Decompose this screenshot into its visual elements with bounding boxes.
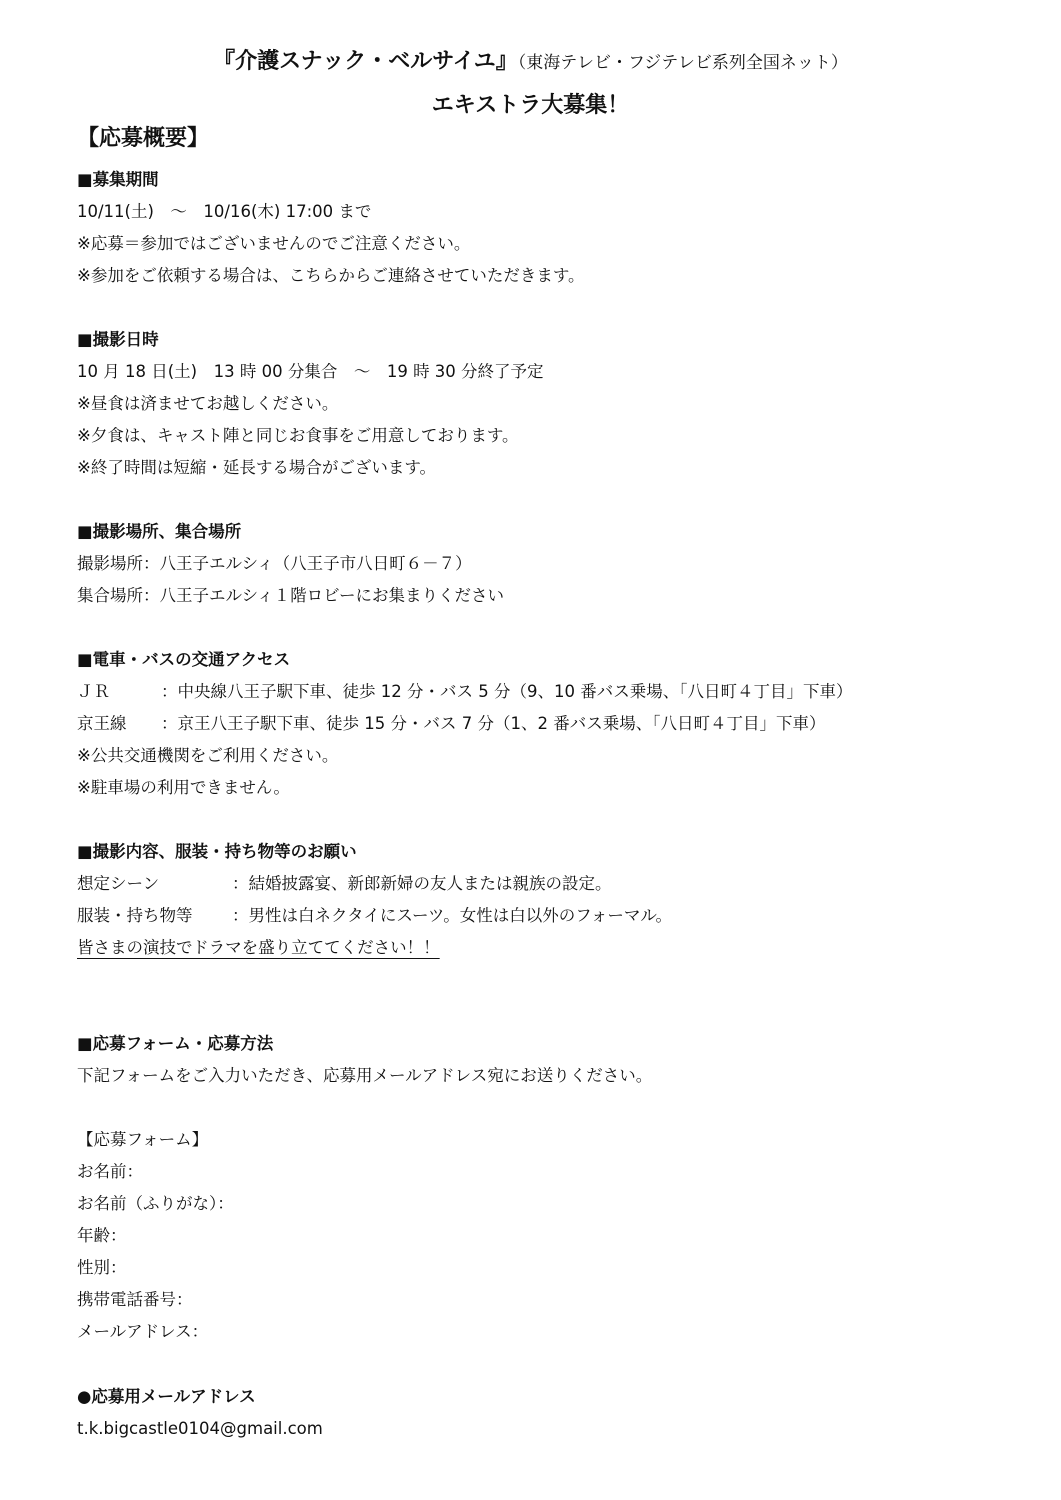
requests-heading: ■撮影内容、服装・持ち物等のお願い bbox=[77, 842, 357, 861]
apply-text: 下記フォームをご入力いただき、応募用メールアドレス宛にお送りください。 bbox=[77, 1066, 653, 1085]
access-keio bbox=[77, 713, 825, 735]
access-keio-label: 京王線 bbox=[77, 714, 127, 733]
access-jr-text: ：中央線八王子駅下車、徒歩 12 分・バス 5 分（9、10 番バス乗場、「八日町４丁目」下車） bbox=[161, 682, 853, 701]
apply-heading: ■応募フォーム・応募方法 bbox=[77, 1034, 274, 1053]
form-field: 年齢： bbox=[77, 1226, 127, 1245]
form-field: 性別： bbox=[77, 1258, 127, 1277]
requests-attire-text: ：男性は白ネクタイにスーツ。女性は白以外のフォーマル。 bbox=[232, 906, 673, 925]
requests-scene-label: 想定シーン bbox=[77, 874, 160, 893]
document-title bbox=[0, 44, 1061, 75]
requests-scene-text: ：結婚披露宴、新郎新婦の友人または親族の設定。 bbox=[232, 874, 612, 893]
recruit-period-line: ※応募＝参加ではございませんのでご注意ください。 bbox=[77, 234, 471, 253]
requests-attire-label: 服装・持ち物等 bbox=[77, 906, 193, 925]
access-note: ※駐車場の利用できません。 bbox=[77, 778, 290, 797]
recruit-period-heading: ■募集期間 bbox=[77, 170, 159, 189]
location-line: 撮影場所：八王子エルシィ（八王子市八日町６－７） bbox=[77, 554, 472, 573]
form-field: メールアドレス： bbox=[77, 1322, 209, 1341]
access-heading: ■電車・バスの交通アクセス bbox=[77, 650, 291, 669]
shoot-datetime-line: ※終了時間は短縮・延長する場合がございます。 bbox=[77, 458, 437, 477]
title-main: 『介護スナック・ベルサイユ』 bbox=[213, 49, 518, 74]
overview-title: 【応募概要】 bbox=[77, 126, 210, 151]
form-field: お名前： bbox=[77, 1162, 143, 1181]
shoot-datetime-line: ※昼食は済ませてお越しください。 bbox=[77, 394, 339, 413]
access-keio-text: ：京王八王子駅下車、徒歩 15 分・バス 7 分（1、2 番バス乗場、「八日町４丁目」下車） bbox=[161, 714, 826, 733]
form-title: 【応募フォーム】 bbox=[77, 1130, 209, 1149]
form-field: お名前（ふりがな）： bbox=[77, 1194, 234, 1213]
requests-closing: 皆さまの演技でドラマを盛り立ててください！！ bbox=[77, 938, 440, 957]
requests-scene bbox=[77, 873, 612, 895]
location-heading: ■撮影場所、集合場所 bbox=[77, 522, 242, 541]
shoot-datetime-line: 10 月 18 日(土) 13 時 00 分集合 ～ 19 時 30 分終了予定 bbox=[77, 362, 544, 381]
access-jr-label: ＪＲ bbox=[77, 682, 110, 701]
title-sub: （東海テレビ・フジテレビ系列全国ネット） bbox=[517, 53, 848, 73]
access-jr bbox=[77, 681, 852, 703]
email-address: t.k.bigcastle0104@gmail.com bbox=[77, 1419, 323, 1438]
shoot-datetime-heading: ■撮影日時 bbox=[77, 330, 159, 349]
recruit-period-line: ※参加をご依頼する場合は、こちらからご連絡させていただきます。 bbox=[77, 266, 585, 285]
shoot-datetime-line: ※夕食は、キャスト陣と同じお食事をご用意しております。 bbox=[77, 426, 519, 445]
requests-attire bbox=[77, 905, 672, 927]
title-recruit: エキストラ大募集！ bbox=[431, 93, 630, 118]
form-field: 携帯電話番号： bbox=[77, 1290, 193, 1309]
location-line: 集合場所：八王子エルシィ１階ロビーにお集まりください bbox=[77, 586, 504, 605]
recruit-period-line: 10/11(土) ～ 10/16(木) 17:00 まで bbox=[77, 202, 372, 221]
access-note: ※公共交通機関をご利用ください。 bbox=[77, 746, 339, 765]
email-heading: ●応募用メールアドレス bbox=[77, 1387, 256, 1406]
